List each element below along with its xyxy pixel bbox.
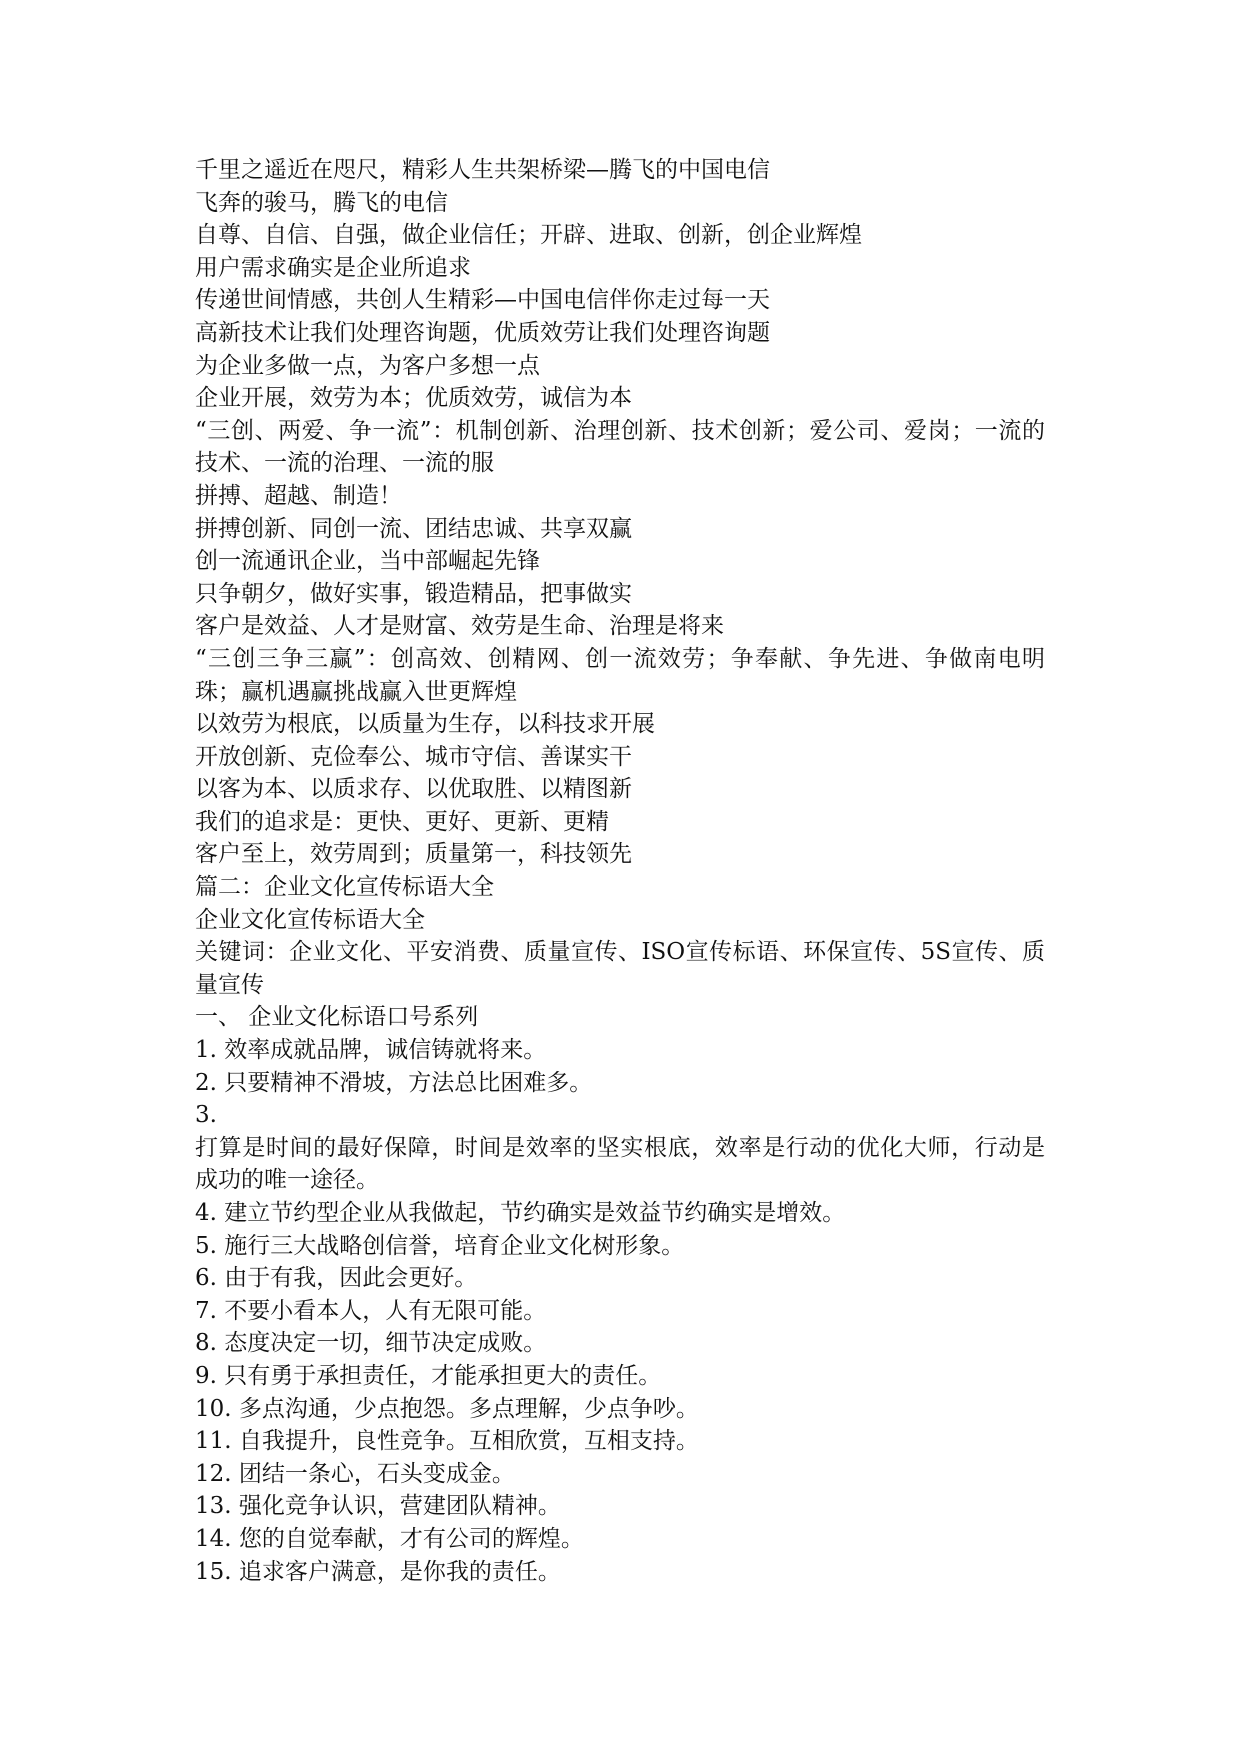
list-item: 2. 只要精神不滑坡，方法总比困难多。 [195,1069,593,1096]
list-item: 1. 效率成就品牌，诚信铸就将来。 [195,1037,547,1064]
keywords-line: 关键词：企业文化、平安消费、质量宣传、ISO宣传标语、环保宣传、5S宣传、质量宣传 [195,939,1045,998]
list-item: 5. 施行三大战略创信誉，培育企业文化树形象。 [195,1232,685,1259]
text-line: 千里之遥近在咫尺，精彩人生共架桥梁—腾飞的中国电信 [195,157,770,183]
text-line: 企业开展，效劳为本；优质效劳，诚信为本 [195,385,632,412]
text-line: 飞奔的骏马，腾飞的电信 [195,189,448,216]
list-item: 13. 强化竞争认识，营建团队精神。 [195,1493,561,1520]
list-item: 9. 只有勇于承担责任，才能承担更大的责任。 [195,1362,662,1389]
list-item: 8. 态度决定一切，细节决定成败。 [195,1330,547,1357]
list-item: 6. 由于有我，因此会更好。 [195,1265,478,1292]
list-item: 15. 追求客户满意，是你我的责任。 [195,1558,561,1585]
list-item: 10. 多点沟通，少点抱怨。多点理解，少点争吵。 [195,1395,699,1422]
text-line: 开放创新、克俭奉公、城市守信、善谋实干 [195,743,632,770]
list-item-text: 打算是时间的最好保障，时间是效率的坚实根底，效率是行动的优化大师，行动是成功的唯一途径。 [195,1134,1045,1194]
text-line: 拼搏、超越、制造！ [195,482,402,509]
text-line: 拼搏创新、同创一流、团结忠诚、共享双赢 [195,515,632,542]
text-line: 为企业多做一点，为客户多想一点 [195,352,540,379]
text-line: 以客为本、以质求存、以优取胜、以精图新 [195,776,632,803]
text-line: 客户至上，效劳周到；质量第一，科技领先 [195,841,632,868]
text-line: 传递世间情感，共创人生精彩—中国电信伴你走过每一天 [195,287,770,314]
text-paragraph: “三创三争三赢”：创高效、创精网、创一流效劳；争奉献、争先进、争做南电明珠；赢机遇赢挑战赢入世更辉煌 [195,645,1045,705]
list-item: 3. [195,1102,217,1129]
list-item: 11. 自我提升，良性竞争。互相欣赏，互相支持。 [195,1428,699,1455]
text-line: 客户是效益、人才是财富、效劳是生命、治理是将来 [195,613,724,640]
text-paragraph: “三创、两爱、争一流”：机制创新、治理创新、技术创新；爱公司、爱岗；一流的技术、一流的治理、一流的服 [195,417,1045,477]
list-item: 7. 不要小看本人，人有无限可能。 [195,1297,547,1324]
text-line: 我们的追求是：更快、更好、更新、更精 [195,808,609,835]
list-item: 4. 建立节约型企业从我做起，节约确实是效益节约确实是增效。 [195,1200,846,1226]
list-item: 12. 团结一条心，石头变成金。 [195,1460,515,1487]
document-title: 企业文化宣传标语大全 [195,906,425,933]
section-heading: 一、 企业文化标语口号系列 [195,1004,479,1031]
text-line: 只争朝夕，做好实事，锻造精品，把事做实 [195,580,632,607]
text-line: 高新技术让我们处理咨询题，优质效劳让我们处理咨询题 [195,319,770,346]
text-line: 自尊、自信、自强，做企业信任；开辟、进取、创新，创企业辉煌 [195,222,862,249]
list-item: 14. 您的自觉奉献，才有公司的辉煌。 [195,1525,584,1552]
text-line: 用户需求确实是企业所追求 [195,254,471,281]
section-heading: 篇二：企业文化宣传标语大全 [195,874,494,901]
text-line: 创一流通讯企业，当中部崛起先锋 [195,548,540,575]
text-line: 以效劳为根底，以质量为生存，以科技求开展 [195,711,655,738]
document-body [195,154,1045,1588]
